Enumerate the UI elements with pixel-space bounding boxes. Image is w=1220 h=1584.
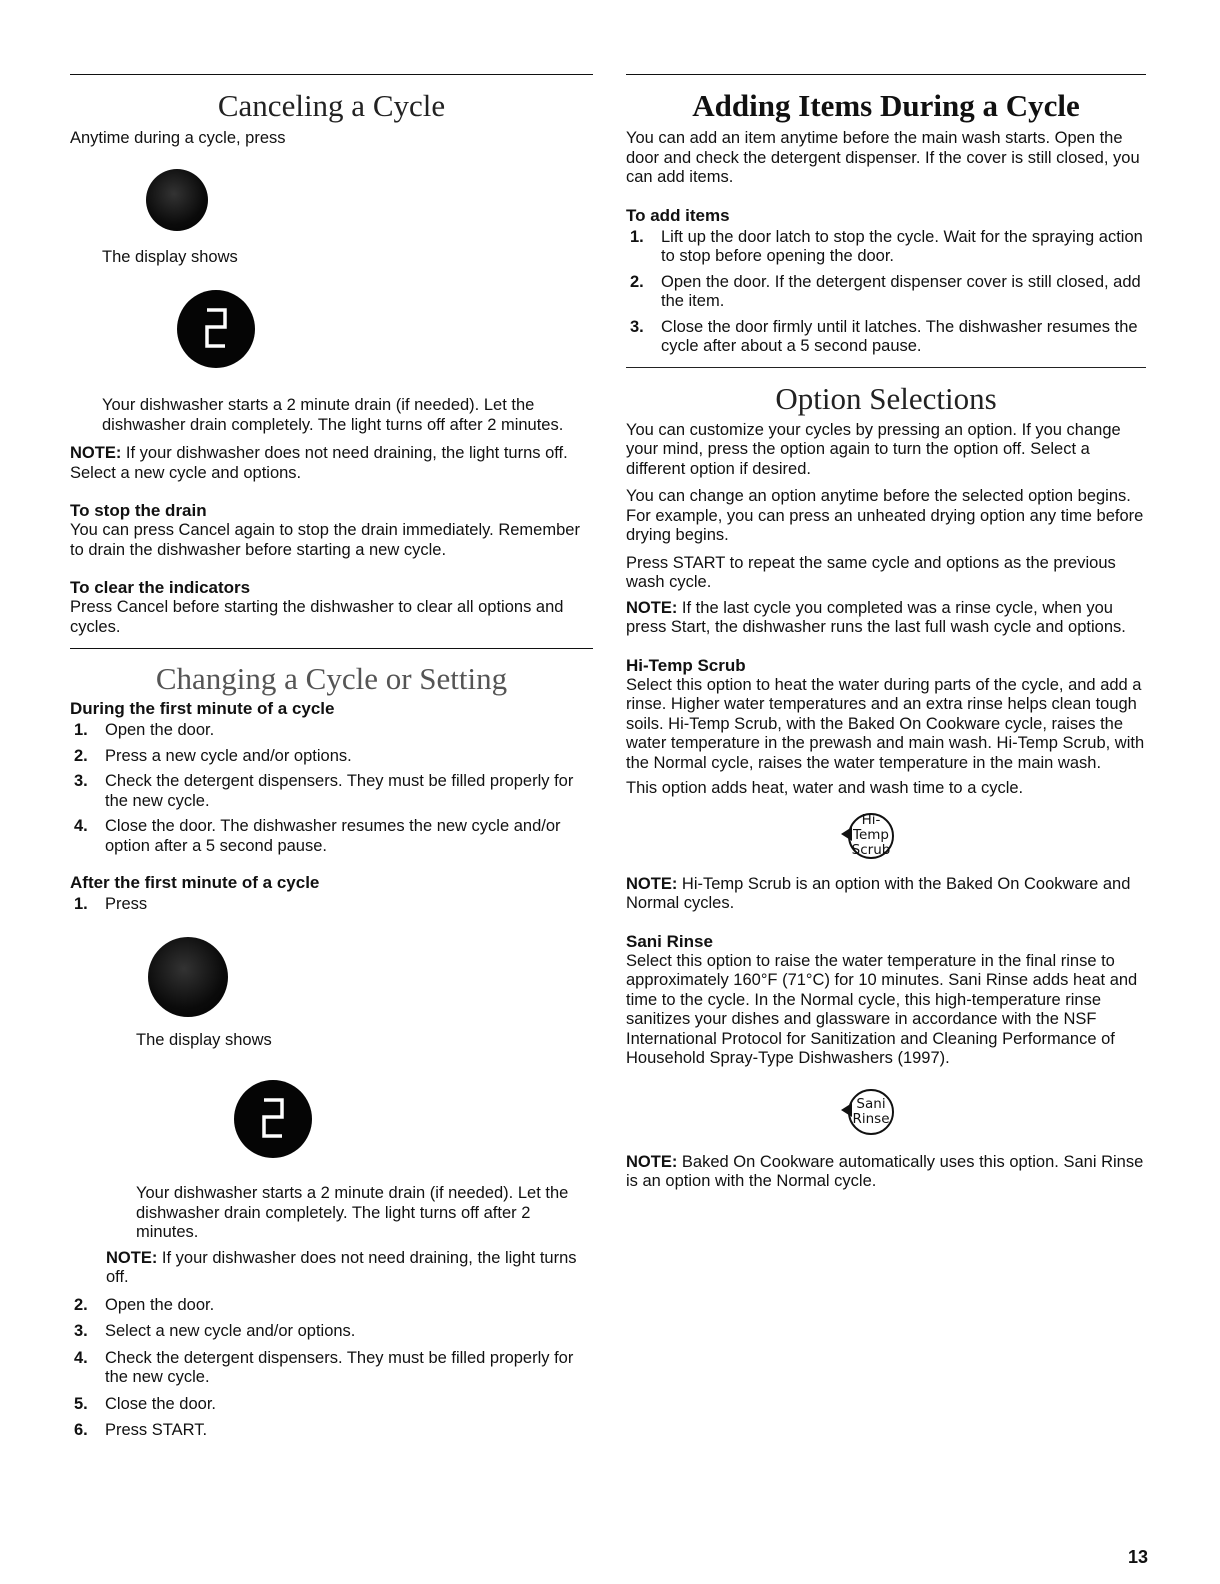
clear-indicators-heading: To clear the indicators <box>70 578 251 598</box>
display-shows-label: The display shows <box>102 247 238 266</box>
note-text: If the last cycle you completed was a rinse cycle, when you press Start, the dishwasher runs the last full wash cycle and options. <box>626 598 1126 637</box>
section-rule <box>626 367 1146 368</box>
display-digit-icon <box>234 1080 312 1158</box>
sani-icon-line2: Rinse <box>852 1110 890 1127</box>
hitemp-scrub-icon <box>833 813 933 863</box>
note-label: NOTE: <box>626 1152 678 1171</box>
list-item: 1. Open the door. <box>74 721 215 740</box>
display-digit-icon <box>177 290 255 368</box>
canceling-drain-text: Your dishwasher starts a 2 minute drain (if needed). Let the dishwasher drain completely. The light turns off after 2 minutes. <box>102 396 564 434</box>
list-item: 4. Close the door. The dishwasher resumes the new cycle and/or option after a 5 second pause. <box>74 817 561 855</box>
list-item: 3. Check the detergent dispensers. They must be filled properly for the new cycle. <box>74 772 574 810</box>
list-item: 1. Press <box>74 895 148 914</box>
list-item: 4. Check the detergent dispensers. They must be filled properly for the new cycle. <box>74 1348 574 1387</box>
cancel-button-icon <box>146 169 208 231</box>
canceling-intro: Anytime during a cycle, press <box>70 129 286 148</box>
hitemp-note <box>626 875 1146 914</box>
changing-title: Changing a Cycle or Setting <box>155 661 508 697</box>
list-item: 2. Open the door. If the detergent dispenser cover is still closed, add the item. <box>630 272 1141 311</box>
canceling-note <box>70 444 593 483</box>
after-minute-heading: After the first minute of a cycle <box>70 873 320 893</box>
note-label: NOTE: <box>70 444 122 463</box>
note-label: NOTE: <box>106 1248 158 1267</box>
hitemp-icon-circle <box>848 813 894 859</box>
changing-note <box>106 1249 593 1288</box>
note-text: Hi-Temp Scrub is an option with the Baked On Cookware and Normal cycles. <box>626 874 1131 913</box>
sani-text: Select this option to raise the water temperature in the final rinse to approximately 160°F (71°C) for 10 minutes. Sani Rinse adds heat and time to the cycle. In the Normal cycle, this high-temperature rinse sanitizes your dishes and glassware in accordance with the NSF International Protocol for Sanitization and Cleaning Performance of Household Spray-Type Dishwashers (1997). <box>626 951 1138 1068</box>
first-minute-heading: During the first minute of a cycle <box>70 699 335 719</box>
hitemp-text2: This option adds heat, water and wash time to a cycle. <box>626 779 1024 798</box>
clear-indicators-text: Press Cancel before starting the dishwasher to clear all options and cycles. <box>70 598 564 636</box>
options-note <box>626 599 1146 638</box>
note-text: If your dishwasher does not need draining, the light turns off. <box>106 1248 577 1287</box>
sani-note <box>626 1153 1146 1192</box>
note-label: NOTE: <box>626 874 678 893</box>
list-item: 3. Close the door firmly until it latches. The dishwasher resumes the cycle after about a 5 second pause. <box>630 317 1138 356</box>
list-item: 3. Select a new cycle and/or options. <box>74 1322 356 1341</box>
changing-drain-text: Your dishwasher starts a 2 minute drain (if needed). Let the dishwasher drain completely. The light turns off after 2 minutes. <box>136 1184 569 1242</box>
hitemp-icon-line1: Hi-Temp <box>853 812 889 844</box>
cancel-button-icon <box>148 937 228 1017</box>
list-item: 1. Lift up the door latch to stop the cycle. Wait for the spraying action to stop before opening the door. <box>630 227 1143 266</box>
page-number: 13 <box>1128 1547 1149 1567</box>
note-text: Baked On Cookware automatically uses this option. Sani Rinse is an option with the Normal cycle. <box>626 1152 1144 1191</box>
list-item: 5. Close the door. <box>74 1394 216 1413</box>
options-p1: You can customize your cycles by pressing an option. If you change your mind, press the option again to turn the option off. Select a different option if desired. <box>626 420 1121 478</box>
first-minute-steps <box>70 721 593 856</box>
list-item: 2. Open the door. <box>74 1295 215 1314</box>
after-minute-steps <box>70 1296 593 1441</box>
right-column <box>626 74 1146 1192</box>
digit-two-icon <box>204 307 228 349</box>
add-items-heading: To add items <box>626 205 730 225</box>
stop-drain-text: You can press Cancel again to stop the drain immediately. Remember to drain the dishwasher before starting a new cycle. <box>70 521 580 559</box>
hitemp-icon-line2: Scrub <box>851 842 891 859</box>
option-selections-title: Option Selections <box>775 380 997 416</box>
adding-title: Adding Items During a Cycle <box>692 88 1080 123</box>
after-minute-press <box>70 895 593 915</box>
canceling-title: Canceling a Cycle <box>217 88 446 123</box>
section-rule <box>626 74 1146 75</box>
left-column <box>70 74 593 1441</box>
sani-icon-line1: Sani <box>856 1095 886 1112</box>
hitemp-text: Select this option to heat the water during parts of the cycle, and add a rinse. Higher water temperatures and an extra rinse helps clean tough soils. Hi-Temp Scrub, with the Baked On Cookware cycle, raises the water temperature in the prewash and main wash. Hi-Temp Scrub, with the Normal cycle, raises the water temperature in the main wash. <box>626 675 1145 772</box>
add-items-steps <box>626 228 1146 357</box>
options-p3: Press START to repeat the same cycle and options as the previous wash cycle. <box>626 553 1116 592</box>
sani-rinse-icon <box>833 1089 933 1139</box>
list-item: 2. Press a new cycle and/or options. <box>74 746 352 765</box>
sani-heading: Sani Rinse <box>626 931 713 951</box>
hitemp-heading: Hi-Temp Scrub <box>626 655 746 675</box>
digit-two-icon <box>261 1097 285 1139</box>
adding-intro: You can add an item anytime before the main wash starts. Open the door and check the detergent dispenser. If the cover is still closed, you can add items. <box>626 129 1140 187</box>
list-item: 6. Press START. <box>74 1421 208 1440</box>
display-shows-label: The display shows <box>136 1030 272 1049</box>
note-text: If your dishwasher does not need draining, the light turns off. Select a new cycle and options. <box>70 444 568 482</box>
note-label: NOTE: <box>626 598 678 617</box>
stop-drain-heading: To stop the drain <box>70 501 207 521</box>
section-rule <box>70 74 593 75</box>
section-rule <box>70 648 593 649</box>
sani-icon-circle <box>848 1089 894 1135</box>
options-p2: You can change an option anytime before the selected option begins. For example, you can press an unheated drying option any time before drying begins. <box>626 487 1144 545</box>
